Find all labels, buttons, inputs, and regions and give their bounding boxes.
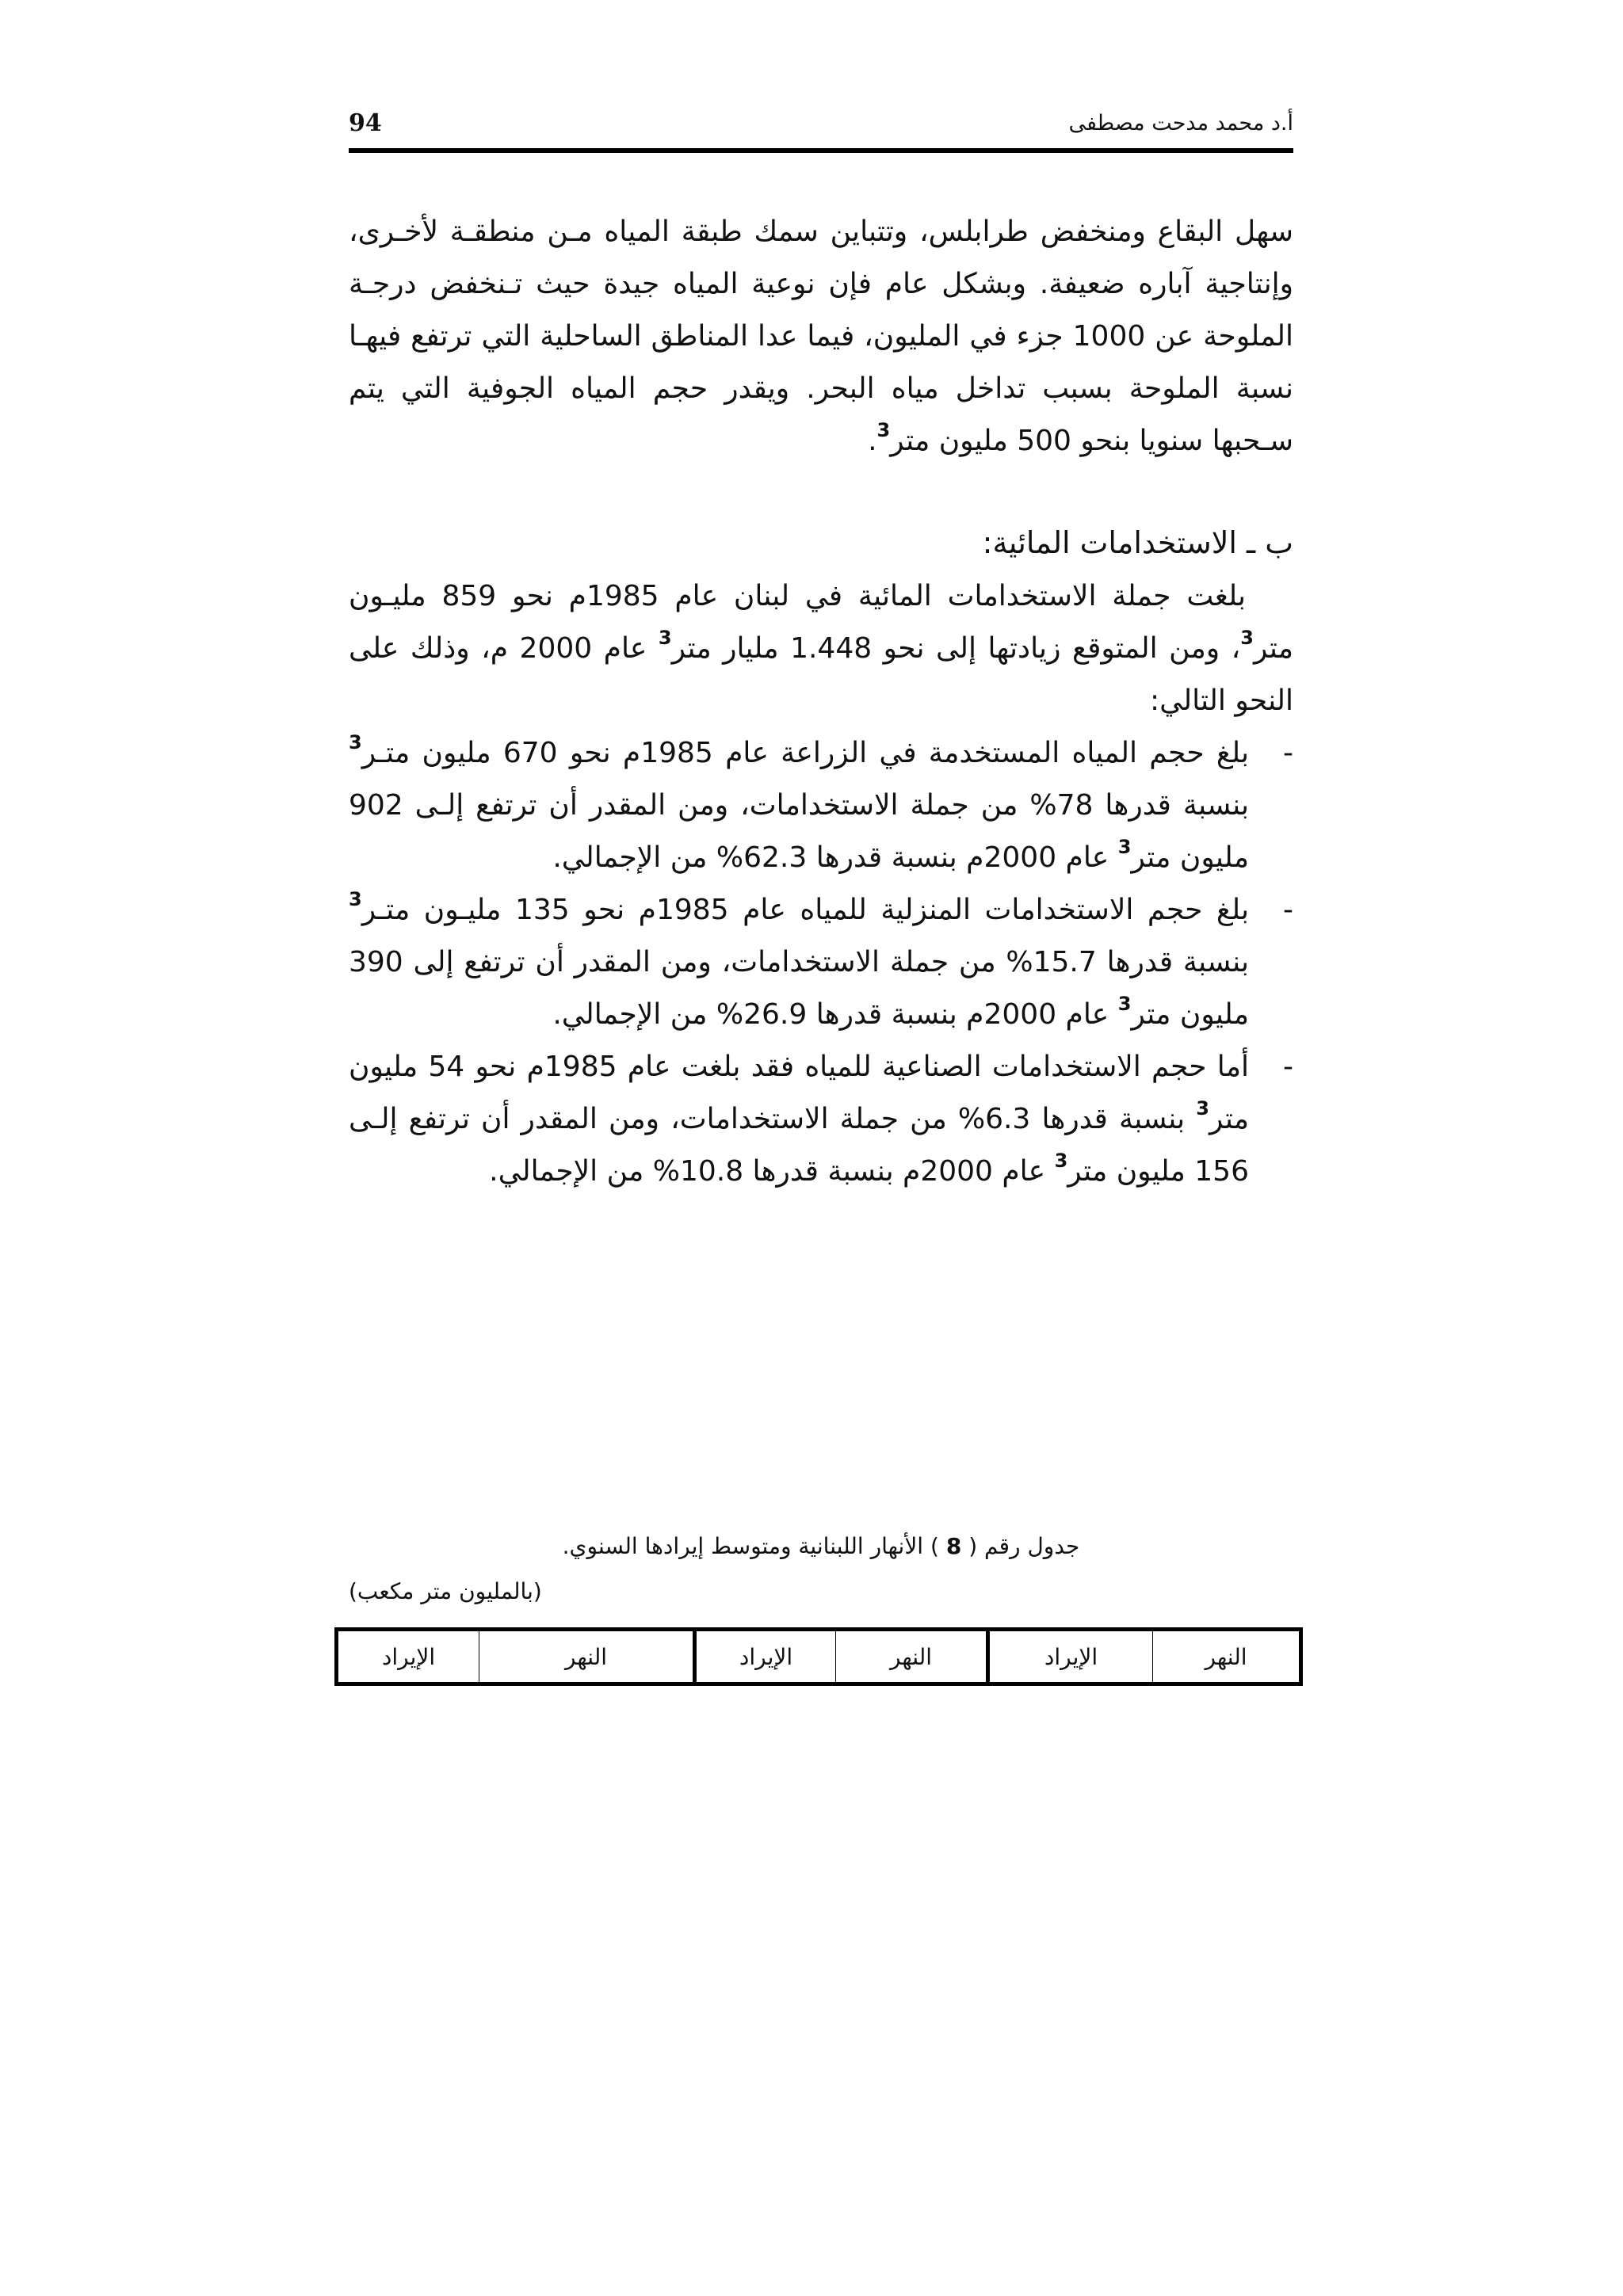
table-unit-note: (بالمليون متر مكعب) bbox=[349, 1578, 542, 1604]
water-uses-list bbox=[349, 727, 1293, 1198]
list-item: - بلغ حجم الاستخدامات المنزلية للمياه عام 1985م نحو 135 مليـون متـر$^3$ بنسبة قدرها 15.7% من جملة الاستخدامات، ومن المقدر أن ترتفع إلى 390 مليون متر$^3$ عام 2000م بنسبة قدرها 26.9% من الإجمالي. bbox=[349, 884, 1293, 1041]
bullet-dash: - bbox=[1283, 1051, 1293, 1083]
table-caption: جدول رقم ( 8 ) الأنهار اللبنانية ومتوسط إيرادها السنوي. bbox=[562, 1533, 1080, 1559]
table-header-cell: النهر bbox=[479, 1631, 693, 1682]
superscript: 3 bbox=[658, 627, 672, 649]
table-header-cell: الإيراد bbox=[986, 1631, 1152, 1682]
superscript: 3 bbox=[1196, 1097, 1209, 1119]
section-heading: ب ـ الاستخدامات المائية: bbox=[982, 525, 1293, 560]
superscript: 3 bbox=[349, 888, 362, 910]
table-header-cell: الإيراد bbox=[693, 1631, 835, 1682]
table-header-cell: النهر bbox=[1152, 1631, 1303, 1682]
list-item: - أما حجم الاستخدامات الصناعية للمياه فقد بلغت عام 1985م نحو 54 مليون متر$^3$ بنسبة قدرها 6.3% من جملة الاستخدامات، ومن المقدر أن ترتفع إلـى 156 مليون متر$^3$ عام 2000م بنسبة قدرها 10.8% من الإجمالي. bbox=[349, 1041, 1293, 1198]
superscript: 3 bbox=[1240, 627, 1254, 649]
superscript: 3 bbox=[1054, 1150, 1068, 1172]
header-rule bbox=[349, 148, 1293, 153]
rivers-table-header bbox=[334, 1627, 1303, 1686]
superscript: 3 bbox=[1117, 993, 1132, 1015]
paragraph-groundwater: سهل البقاع ومنخفض طرابلس، وتتباين سمك طبقة المياه مـن منطقـة لأخـرى، وإنتاجية آباره ضعيفة. وبشكل عام فإن نوعية المياه جيدة حيث تـنخفض درجـة الملوحة عن 1000 جزء في المليون، فيما عدا المناطق الساحلية التي ترتفع فيهـا نسبة الملوحة بسبب تداخل مياه البحر. ويقدر حجم المياه الجوفية التي يتم سـحبها سنويا بنحو 500 مليون متر$^3$. bbox=[349, 215, 1294, 457]
superscript: 3 bbox=[1117, 836, 1132, 858]
bullet-dash: - bbox=[1283, 894, 1293, 926]
spacer bbox=[349, 467, 1293, 515]
page-body bbox=[349, 206, 1293, 1198]
table-number: 8 bbox=[945, 1533, 962, 1559]
table-header-cell: الإيراد bbox=[334, 1631, 479, 1682]
superscript: 3 bbox=[349, 731, 362, 753]
bullet-dash: - bbox=[1283, 737, 1293, 769]
page-number: 94 bbox=[349, 109, 382, 137]
table-header-cell: النهر bbox=[835, 1631, 986, 1682]
paragraph-water-uses-intro: بلغت جملة الاستخدامات المائية في لبنان عام 1985م نحو 859 مليـون متر$^3$، ومن المتوقع زيادتها إلى نحو 1.448 مليار متر$^3$ عام 2000 م، وذلك على النحو التالي: bbox=[349, 580, 1293, 717]
list-item: - بلغ حجم المياه المستخدمة في الزراعة عام 1985م نحو 670 مليون متـر$^3$ بنسبة قدرها 78% من جملة الاستخدامات، ومن المقدر أن ترتفع إلـى 902 مليون متر$^3$ عام 2000م بنسبة قدرها 62.3% من الإجمالي. bbox=[349, 727, 1293, 884]
page-header bbox=[349, 103, 1293, 151]
superscript: 3 bbox=[876, 419, 891, 441]
running-head-author: أ.د محمد مدحت مصطفى bbox=[1068, 111, 1293, 135]
